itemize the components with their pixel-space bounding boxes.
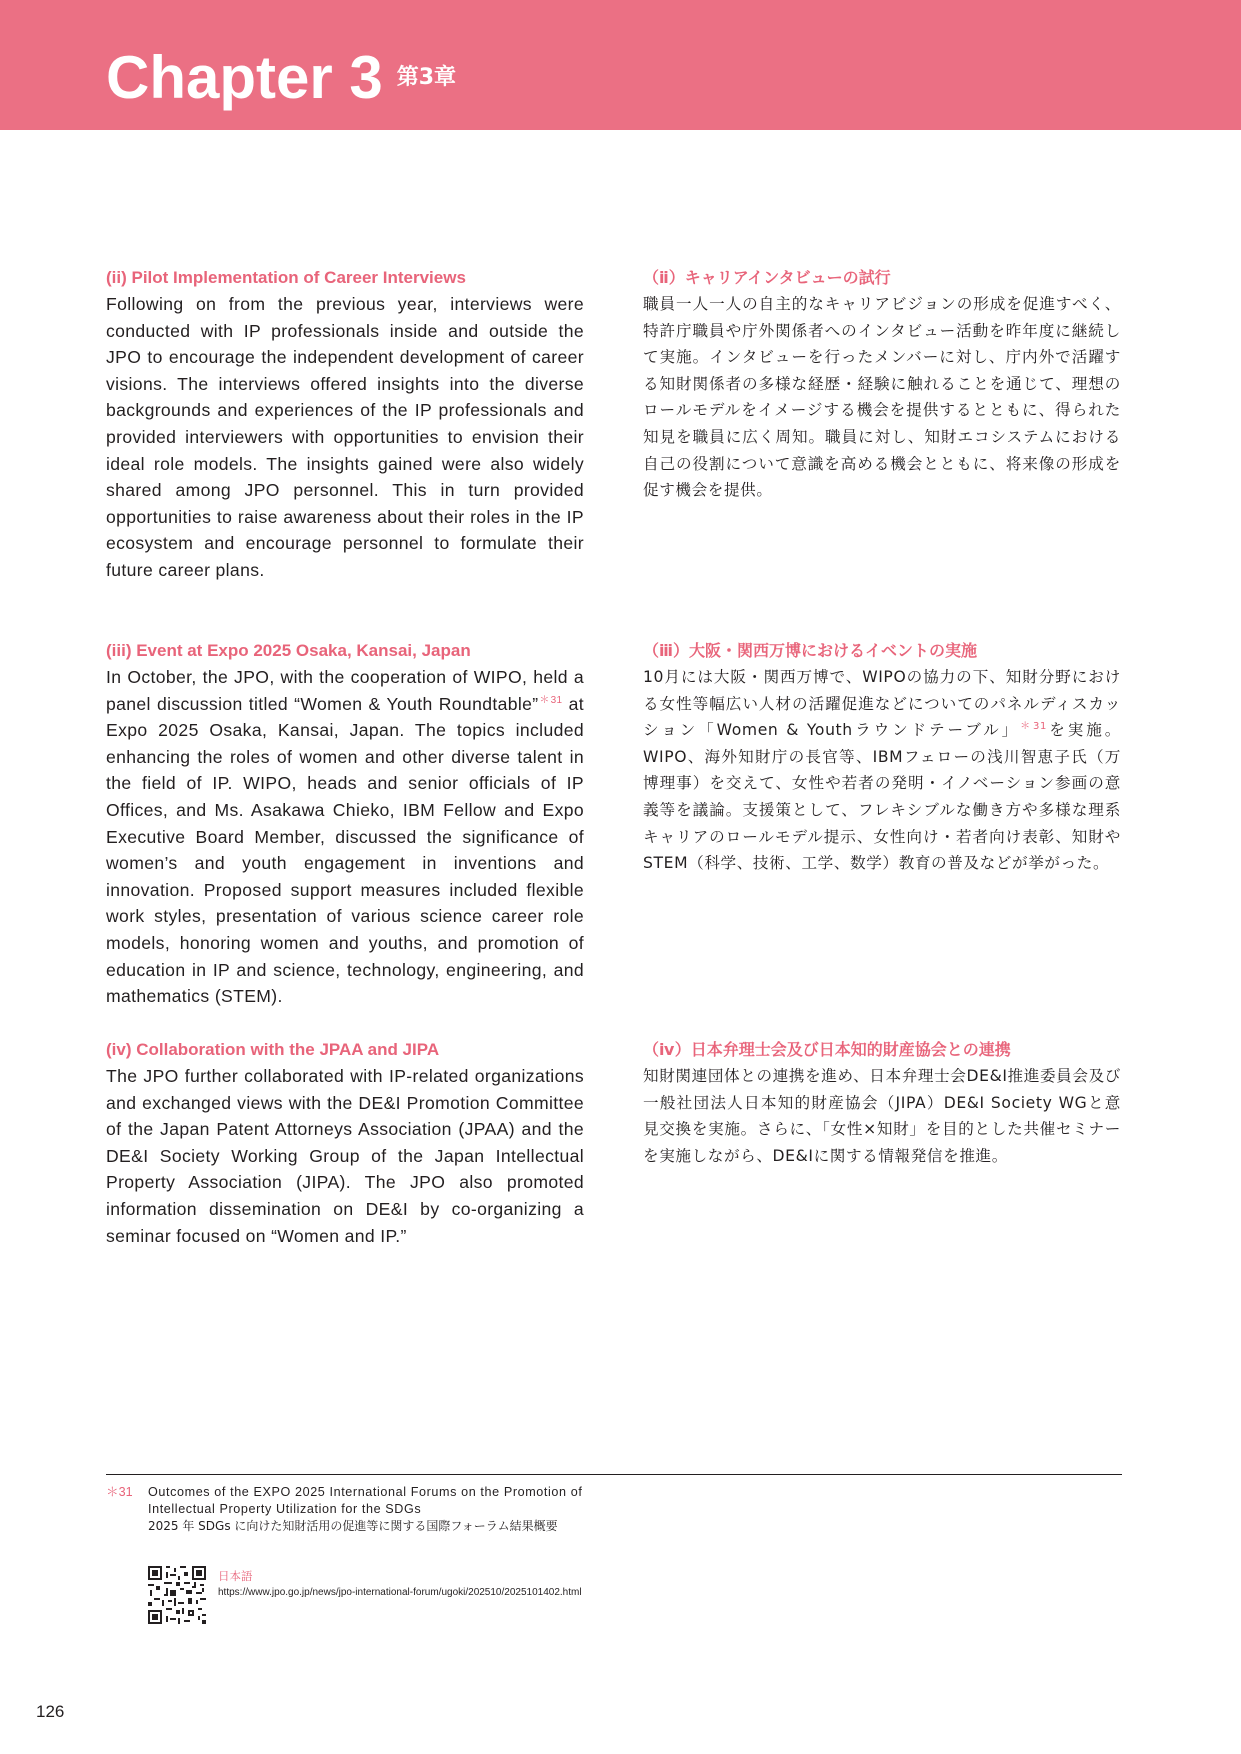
section-heading: (iv) Collaboration with the JPAA and JIPA [106,1040,440,1059]
page-number: 126 [36,1702,65,1721]
section-heading-jp: （ⅱ）キャリアインタビューの試行 [643,268,891,287]
section-heading: (ii) Pilot Implementation of Career Interviews [106,268,466,287]
footnote-url-link[interactable]: https://www.jpo.go.jp/news/jpo-international-forum/ugoki/202510/2025101402.html [218,1587,582,1598]
body-text-jp: を実施。WIPO、海外知財庁の長官等、IBMフェローの浅川智恵子氏（万博理事）を交えて、女性や若者の発明・イノベーション参画の意義等を議論。支援策として、フレキシブルな働き方や多様な理系キャリアのロールモデル提示、女性向け・若者向け表彰、知財やSTEM（科学、技術、工学、数学）教育の普及などが挙がった。 [643,721,1121,873]
body-text: at Expo 2025 Osaka, Kansai, Japan. The topics included enhancing the roles of women and other diverse talent in the field of IP. WIPO, heads and senior officials of IP Offices, and Ms. Asakawa Chieko, IBM Fellow and Expo Executive Board Member, discussed the significance of women’s and youth engagement in inventions and innovation. Proposed support measures included flexible work styles, presentation of various science career role models, honoring women and youths, and promotion of education in IP and science, technology, engineering, and mathematics (STEM). [106,693,584,1007]
section-heading-jp: （ⅲ）大阪・関西万博におけるイベントの実施 [643,641,977,660]
footnote-divider [106,1474,1122,1475]
footnote-text-jp: 2025 年 SDGs に向けた知財活用の促進等に関する国際フォーラム結果概要 [148,1519,558,1533]
section-body: Following on from the previous year, interviews were conducted with IP professionals inside and outside the JPO to encourage the independent development of career visions. The interviews offered insights into the diverse backgrounds and experiences of the IP professionals and provided interviewers with opportunities to envision their ideal role models. The insights gained were also widely shared among JPO personnel. This in turn provided opportunities to raise awareness about their roles in the IP ecosystem and encourage personnel to formulate their future career plans. [106,294,584,580]
section-iii-jp [643,638,1121,877]
footnote-text-en: Outcomes of the EXPO 2025 International Forums on the Promotion of Intellectual Property Utilization for the SDGs [148,1485,583,1516]
section-body: The JPO further collaborated with IP-related organizations and exchanged views with the DE&I Promotion Committee of the Japan Patent Attorneys Association (JPAA) and the DE&I Society Working Group of the Japan Intellectual Property Association (JIPA). The JPO also promoted information dissemination on DE&I by co-organizing a seminar focused on “Women and IP.” [106,1066,584,1246]
section-body [106,664,584,1010]
footnote-ref: ＊31 [1020,721,1047,732]
qr-link-block[interactable] [148,1566,588,1628]
chapter-title [106,38,456,122]
section-heading-jp: （ⅳ）日本弁理士会及び日本知的財産協会との連携 [643,1040,1011,1059]
body-text-jp: 10月には大阪・関西万博で、WIPOの協力の下、知財分野における女性等幅広い人材の活躍促進などについてのパネルディスカッション「Women & Youthラウンドテーブル」 [643,668,1121,740]
section-body-jp: 知財関連団体との連携を進め、日本弁理士会DE&I推進委員会及び一般社団法人日本知的財産協会（JIPA）DE&I Society WGと意見交換を実施。さらに、「女性×知財」を目的とした共催セミナーを実施しながら、DE&Iに関する情報発信を推進。 [643,1067,1121,1165]
section-iii-en [106,638,584,1010]
qr-code-icon[interactable] [148,1566,206,1624]
section-body-jp: 職員一人一人の自主的なキャリアビジョンの形成を促進すべく、特許庁職員や庁外関係者へのインタビュー活動を昨年度に継続して実施。インタビューを行ったメンバーに対し、庁内外で活躍する知財関係者の多様な経歴・経験に触れることを通じて、理想のロールモデルをイメージする機会を提供するとともに、得られた知見を職員に広く周知。職員に対し、知財エコシステムにおける自己の役割について意識を高める機会とともに、将来像の形成を促す機会を提供。 [643,295,1121,500]
footnote [106,1484,586,1535]
section-heading: (iii) Event at Expo 2025 Osaka, Kansai, Japan [106,641,471,660]
body-text: In October, the JPO, with the cooperation of WIPO, held a panel discussion titled “Women & Youth Roundtable” [106,667,584,714]
chapter-label: Chapter 3 [106,44,383,111]
section-ii-jp [643,265,1121,504]
section-iv-en [106,1037,584,1249]
section-iv-jp [643,1037,1121,1169]
footnote-ref: ＊31 [538,694,563,706]
footnote-mark: ＊31 [106,1485,133,1499]
qr-language-label: 日本語 [218,1569,253,1583]
section-body-jp [643,664,1121,877]
section-ii-en [106,265,584,584]
chapter-label-jp: 第3章 [396,65,457,91]
